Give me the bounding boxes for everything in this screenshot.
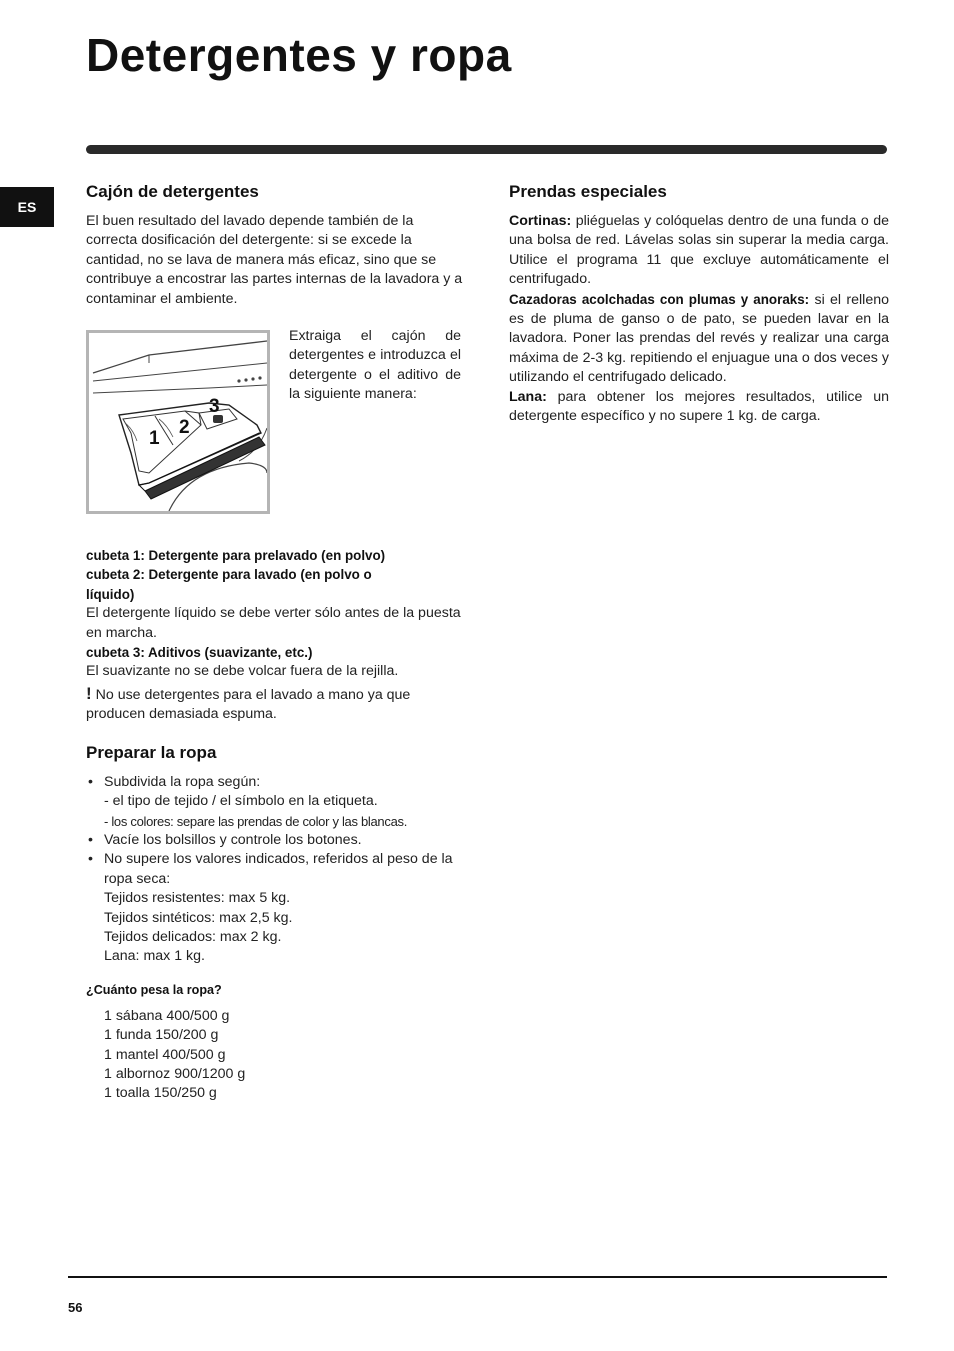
cortinas-text: pliéguelas y colóquelas dentro de una funda o de una bolsa de red. Lávelas solas sin superar la media carga. Utilice el programa 11 que excluye automáticamente el centrifugado. xyxy=(509,213,889,288)
weight-limit: Tejidos delicados: max 2 kg. xyxy=(104,928,282,945)
cubeta-2-note: El detergente líquido se debe verter sólo antes de la puesta en marcha. xyxy=(86,605,461,641)
compartment-label-2: 2 xyxy=(179,417,190,439)
preparar-section xyxy=(86,741,466,1104)
weight-limit: Lana: max 1 kg. xyxy=(104,948,205,965)
weight-limit: Tejidos resistentes: max 5 kg. xyxy=(104,890,291,907)
cazadoras-text: si el relleno es de pluma de ganso o de pato, se pueden lavar en la lavadora. Poner las prendas del revés y realizar una carga máxima de 2-3 kg. repitiendo el enjuague una o dos veces y utilizando el centrifugado delicado. xyxy=(509,291,889,386)
list-item xyxy=(86,773,466,831)
drawer-figure-row xyxy=(86,330,466,516)
lana-text: para obtener los mejores resultados, utilice un detergente específico y no supere 1 kg. de carga. xyxy=(509,388,889,425)
figure-instructions: Extraiga el cajón de detergentes e introduzca el detergente o el aditivo de la siguiente manera: xyxy=(289,328,461,403)
bullet-text: Vacíe los bolsillos y controle los botones. xyxy=(104,831,362,848)
sub-item: - los colores: separe las prendas de color y las blancas. xyxy=(104,813,408,829)
lana-paragraph xyxy=(509,388,889,427)
weights-list xyxy=(86,1007,466,1104)
cortinas-paragraph xyxy=(509,212,889,290)
weight-item: 1 mantel 400/500 g xyxy=(104,1046,226,1063)
page-title: Detergentes y ropa xyxy=(86,29,512,81)
lana-label: Lana: xyxy=(509,388,547,405)
section-heading-cajon: Cajón de detergentes xyxy=(86,182,259,201)
footer-divider xyxy=(68,1276,887,1278)
weight-item: 1 toalla 150/250 g xyxy=(104,1085,217,1102)
cuanto-heading: ¿Cuánto pesa la ropa? xyxy=(86,982,222,997)
cubeta-3-label: cubeta 3: Aditivos (suavizante, etc.) xyxy=(86,645,313,661)
foam-warning xyxy=(86,684,466,725)
cubeta-2-label: cubeta 2: Detergente para lavado (en polvo o líquido) xyxy=(86,567,372,602)
compartment-label-3: 3 xyxy=(209,396,220,418)
compartment-label-1: 1 xyxy=(149,428,160,450)
bullet-text: No supere los valores indicados, referidos al peso de la ropa seca: xyxy=(104,851,453,887)
weight-item: 1 sábana 400/500 g xyxy=(104,1007,230,1024)
warning-text: No use detergentes para el lavado a mano ya que producen demasiada espuma. xyxy=(86,686,411,723)
language-tab: ES xyxy=(0,187,54,227)
warning-icon: ! xyxy=(86,683,92,703)
weight-item: 1 funda 150/200 g xyxy=(104,1027,219,1044)
list-item xyxy=(86,850,466,966)
weight-limit: Tejidos sintéticos: max 2,5 kg. xyxy=(104,909,293,926)
cazadoras-paragraph xyxy=(509,290,889,388)
title-divider xyxy=(86,145,887,154)
cortinas-label: Cortinas: xyxy=(509,213,572,229)
weight-item: 1 albornoz 900/1200 g xyxy=(104,1065,246,1082)
left-column xyxy=(86,180,466,1104)
detergent-drawer-illustration xyxy=(86,330,270,514)
compartment-descriptions xyxy=(86,546,466,725)
list-item xyxy=(86,831,466,850)
bullet-text: Subdivida la ropa según: xyxy=(104,773,261,790)
sub-item: - el tipo de tejido / el símbolo en la etiqueta. xyxy=(104,793,378,810)
cajon-intro: El buen resultado del lavado depende también de la correcta dosificación del detergente: si se excede la cantidad, no se lava de manera más eficaz, sino que se contribuye a encostrar las partes internas de la lavadora y a contaminar el ambiente. xyxy=(86,213,463,307)
right-column xyxy=(509,180,889,426)
page-number: 56 xyxy=(68,1300,83,1315)
cubeta-1-label: cubeta 1: Detergente para prelavado (en polvo) xyxy=(86,548,386,564)
section-heading-preparar: Preparar la ropa xyxy=(86,742,217,762)
cazadoras-label: Cazadoras acolchadas con plumas y anoraks: xyxy=(509,291,810,307)
cubeta-3-note: El suavizante no se debe volcar fuera de la rejilla. xyxy=(86,663,399,680)
preparar-list xyxy=(86,773,466,967)
section-heading-prendas: Prendas especiales xyxy=(509,182,667,201)
